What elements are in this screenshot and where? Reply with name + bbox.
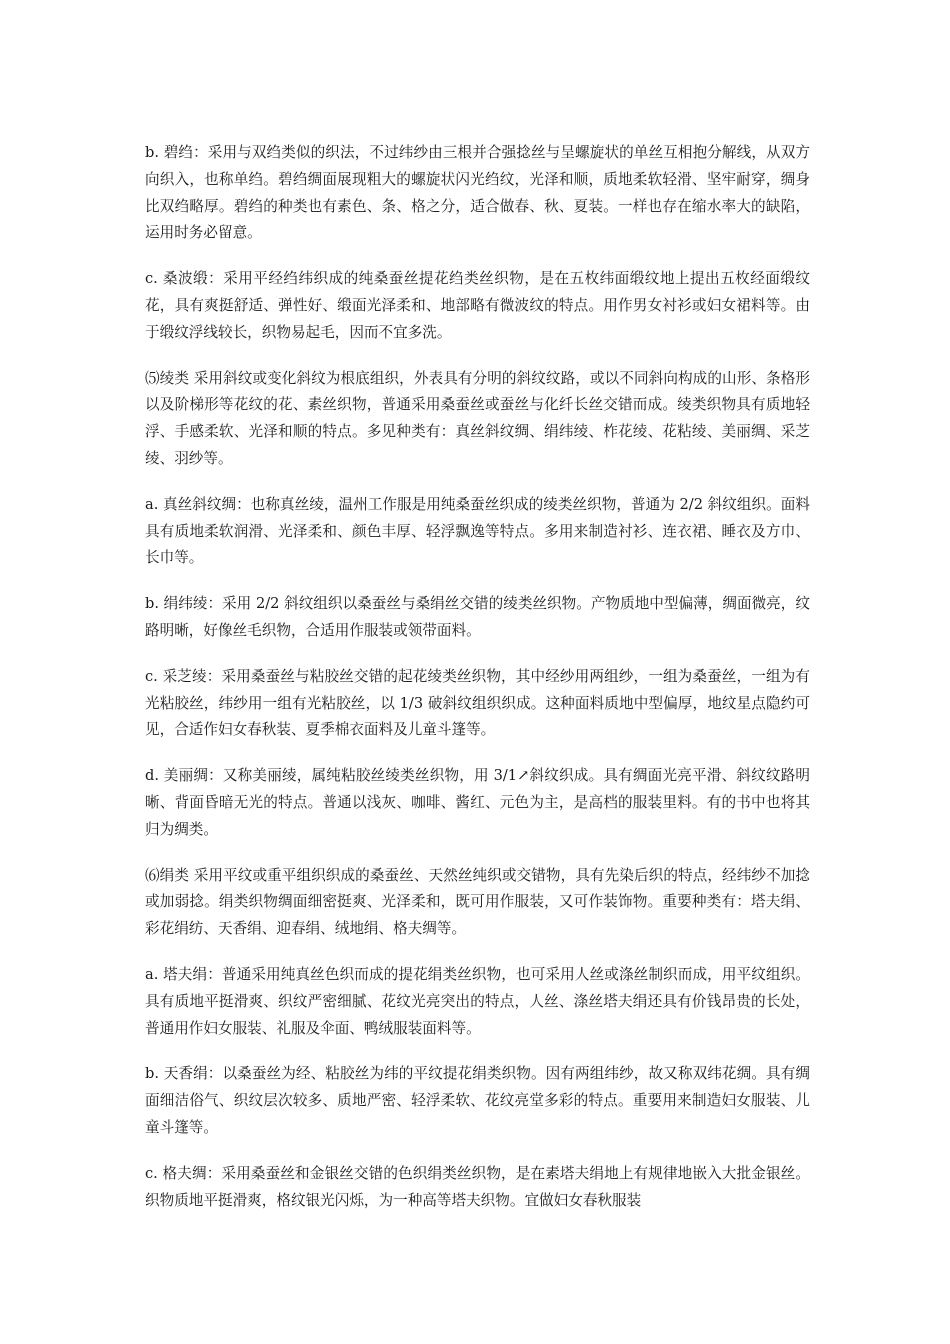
paragraph-bi-zhou: b. 碧绉：采用与双绉类似的织法，不过纬纱由三根并合强捻丝与呈螺旋状的单丝互相抱分解线，从双方向织入，也称单绉。碧绉绸面展现粗大的螺旋状闪光绉纹，光泽和顺，质地柔软轻滑、坚牢耐穿，绸身比双绉略厚。碧绉的种类也有素色、条、格之分，适合做春、秋、夏装。一样也存在缩水率大的缺陷，运用时务必留意。 <box>145 144 810 242</box>
paragraph-ta-fu-juan: a. 塔夫绢：普通采用纯真丝色织而成的提花绢类丝织物，也可采用人丝或涤丝制织而成，用平纹组织。具有质地平挺滑爽、织纹严密细腻、花纹光亮突出的特点，人丝、涤丝塔夫绢还具有价钱昂贵的长处，普通用作妇女服装、礼服及伞面、鸭绒服装面料等。 <box>145 965 810 1037</box>
paragraph-zhen-si-xie-wen-chou: a. 真丝斜纹绸：也称真丝绫，温州工作服是用纯桑蚕丝织成的绫类丝织物，普通为 2/2 斜纹组织。面料具有质地柔软润滑、光泽柔和、颜色丰厚、轻浮飘逸等特点。多用来制造衬衫、连衣裙、睡衣及方巾、长巾等。 <box>145 495 810 567</box>
paragraph-ge-fu-chou: c. 格夫绸：采用桑蚕丝和金银丝交错的色织绢类丝织物，是在素塔夫绢地上有规律地嵌入大批金银丝。织物质地平挺滑爽，格纹银光闪烁，为一种高等塔夫织物。宜做妇女春秋服装 <box>145 1164 810 1209</box>
paragraph-cai-zhi-ling: c. 采芝绫：采用桑蚕丝与粘胶丝交错的起花绫类丝织物，其中经纱用两组纱，一组为桑蚕丝，一组为有光粘胶丝，纬纱用一组有光粘胶丝，以 1/3 破斜纹组织织成。这种面料质地中型偏厚，地纹星点隐约可见，合适作妇女春秋装、夏季棉衣面料及儿童斗篷等。 <box>145 667 810 739</box>
paragraph-sang-bo-duan: c. 桑波缎：采用平经绉纬织成的纯桑蚕丝提花绉类丝织物，是在五枚纬面缎纹地上提出五枚经面缎纹花，具有爽挺舒适、弹性好、缎面光泽柔和、地部略有微波纹的特点。用作男女衬衫或妇女裙料等。由于缎纹浮线较长，织物易起毛，因而不宜多洗。 <box>145 270 810 341</box>
paragraph-tian-xiang-juan: b. 天香绢：以桑蚕丝为经、粘胶丝为纬的平纹提花绢类织物。因有两组纬纱，故又称双纬花绸。具有绸面细洁俗气、织纹层次较多、质地严密、轻浮柔软、花纹亮堂多彩的特点。重要用来制造妇女服装、儿童斗篷等。 <box>145 1065 810 1136</box>
paragraph-mei-li-chou: d. 美丽绸：又称美丽绫，属纯粘胶丝绫类丝织物，用 3/1↗斜纹织成。具有绸面光亮平滑、斜纹纹路明晰、背面昏暗无光的特点。普通以浅灰、咖啡、酱红、元色为主，是高档的服装里料。有的书中也将其归为绸类。 <box>145 767 810 838</box>
paragraph-juan-wei-ling: b. 绢纬绫：采用 2/2 斜纹组织以桑蚕丝与桑绢丝交错的绫类丝织物。产物质地中型偏薄，绸面微亮，纹路明晰，好像丝毛织物，合适用作服装或领带面料。 <box>145 595 810 639</box>
paragraph-juan-lei: ⑹绢类 采用平纹或重平组织织成的桑蚕丝、天然丝纯织或交错物，具有先染后织的特点，经纬纱不加捻或加弱捻。绢类织物绸面细密挺爽、光泽柔和，既可用作服装，又可作装饰物。重要种类有：塔夫绢、彩花绢纺、天香绢、迎春绢、绒地绢、格夫绸等。 <box>145 866 810 938</box>
document-body <box>145 140 810 1233</box>
paragraph-ling-lei: ⑸绫类 采用斜纹或变化斜纹为根底组织，外表具有分明的斜纹纹路，或以不同斜向构成的山形、条格形以及阶梯形等花纹的花、素丝织物，普通采用桑蚕丝或蚕丝与化纤长丝交错而成。绫类织物具有质地轻浮、手感柔软、光泽和顺的特点。多见种类有：真丝斜纹绸、绢纬绫、柞花绫、花粘绫、美丽绸、采芝绫、羽纱等。 <box>145 369 810 467</box>
